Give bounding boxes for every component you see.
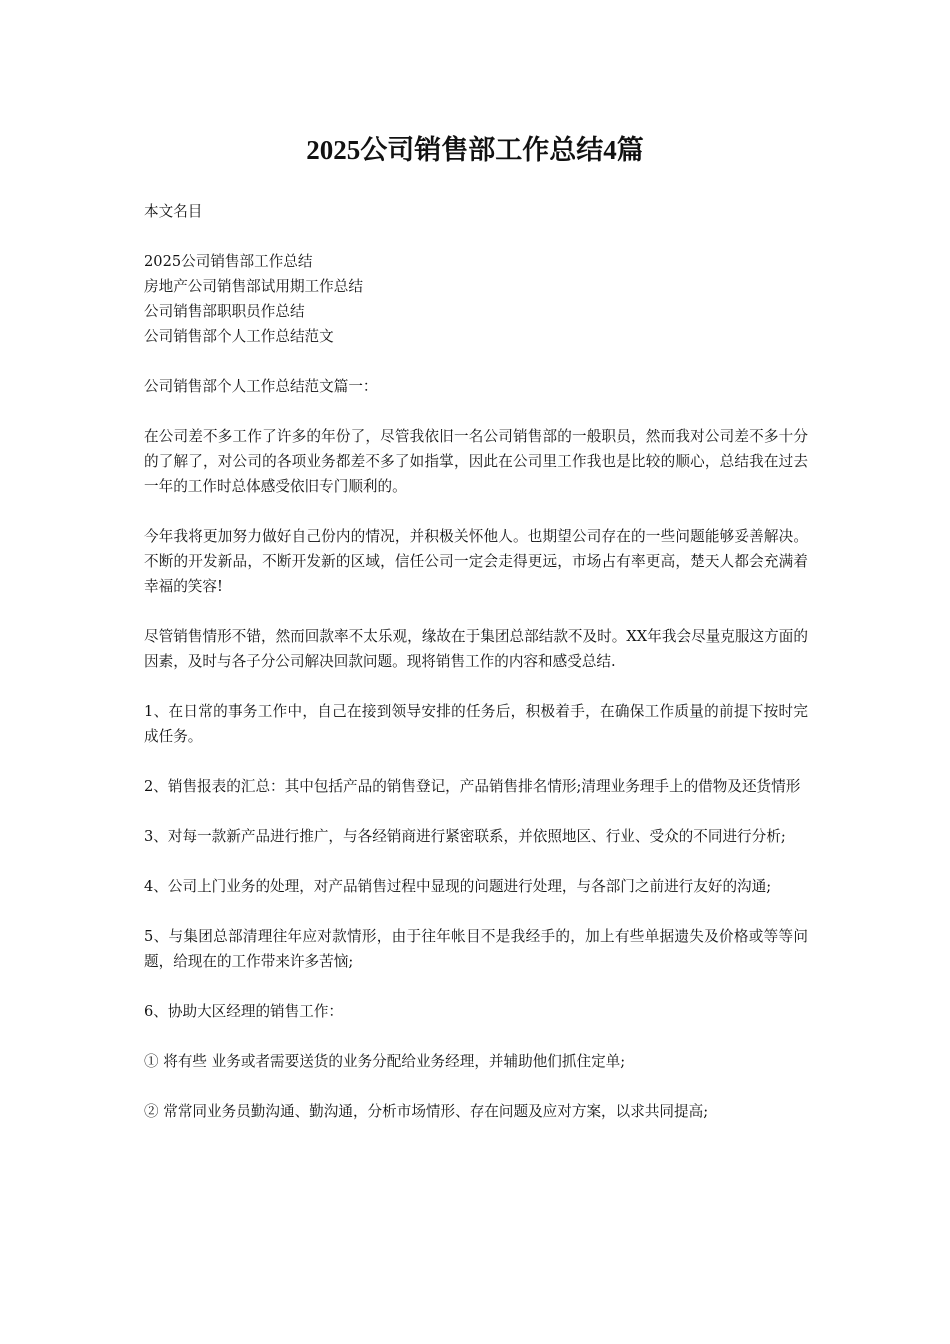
sub-list-item: ② 常常同业务员勤沟通、勤沟通，分析市场情形、存在问题及应对方案，以求共同提高; xyxy=(144,1103,709,1120)
list-item: 3、对每一款新产品进行推广，与各经销商进行紧密联系，并依照地区、行业、受众的不同进行分析; xyxy=(144,828,786,845)
document-body xyxy=(144,199,808,1149)
list-item: 2、销售报表的汇总：其中包括产品的销售登记，产品销售排名情形;清理业务理手上的借物及还货情形 xyxy=(144,778,801,795)
toc-item: 房地产公司销售部试用期工作总结 xyxy=(144,278,363,295)
list-item: 4、公司上门业务的处理，对产品销售过程中显现的问题进行处理，与各部门之前进行友好的沟通; xyxy=(144,878,772,895)
list-item: 1、在日常的事务工作中，自己在接到领导安排的任务后，积极着手，在确保工作质量的前提下按时完成任务。 xyxy=(144,703,808,745)
paragraph: 在公司差不多工作了许多的年份了，尽管我依旧一名公司销售部的一般职员，然而我对公司差不多十分的了解了，对公司的各项业务都差不多了如指掌，因此在公司里工作我也是比较的顺心，总结我在过去一年的工作时总体感受依旧专门顺利的。 xyxy=(144,428,808,495)
toc-heading: 本文名目 xyxy=(144,203,203,220)
sub-list-item: ① 将有些 业务或者需要送货的业务分配给业务经理，并辅助他们抓住定单; xyxy=(144,1053,626,1070)
document-title: 2025公司销售部工作总结4篇 xyxy=(306,135,644,165)
list-item: 6、协助大区经理的销售工作： xyxy=(144,1003,344,1020)
paragraph: 尽管销售情形不错，然而回款率不太乐观，缘故在于集团总部结款不及时。XX年我会尽量克服这方面的因素，及时与各子分公司解决回款问题。现将销售工作的内容和感受总结. xyxy=(144,628,808,670)
toc-item: 公司销售部个人工作总结范文 xyxy=(144,328,334,345)
table-of-contents xyxy=(144,249,808,349)
section-heading: 公司销售部个人工作总结范文篇一： xyxy=(144,378,378,395)
paragraph: 今年我将更加努力做好自己份内的情况，并积极关怀他人。也期望公司存在的一些问题能够妥善解决。不断的开发新品，不断开发新的区域，信任公司一定会走得更远，市场占有率更高，楚天人都会充满着幸福的笑容! xyxy=(144,528,808,595)
toc-item: 公司销售部职职员作总结 xyxy=(144,303,305,320)
list-item: 5、与集团总部清理往年应对款情形，由于往年帐目不是我经手的，加上有些单据遗失及价格或等等问题，给现在的工作带来许多苦恼; xyxy=(144,928,808,970)
toc-item: 2025公司销售部工作总结 xyxy=(144,253,313,270)
